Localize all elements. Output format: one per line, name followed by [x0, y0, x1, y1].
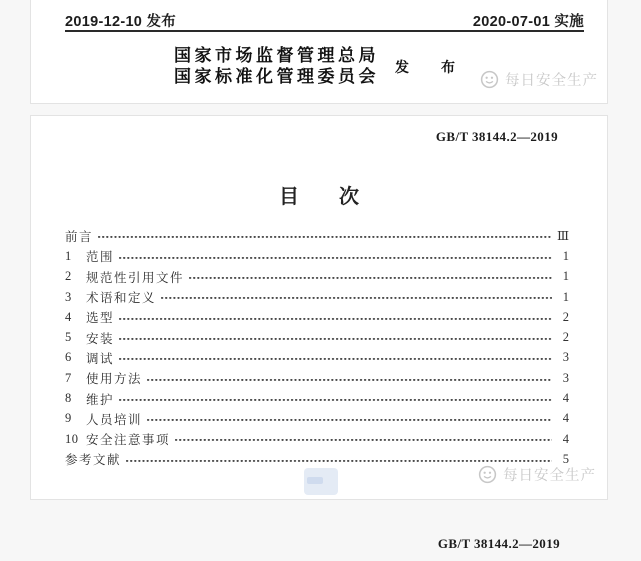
toc-entry-page: 5 [562, 451, 569, 466]
toc-entry-page: 4 [562, 391, 569, 406]
toc-entry-title: 术语和定义 [86, 291, 157, 306]
toc-entry-page: 2 [562, 330, 569, 345]
toc-dotted-leader [98, 236, 552, 238]
toc-entry-title: 使用方法 [86, 372, 143, 387]
toc-entry-number: 7 [65, 370, 72, 385]
publisher-line-2: 国家标准化管理委员会 [174, 66, 379, 86]
toc-entry-page: 2 [562, 309, 569, 324]
toc-entry-title: 人员培训 [86, 412, 143, 427]
publish-label: 发 布 [395, 60, 464, 76]
toc-dotted-leader [119, 338, 552, 340]
toc-entry-page: 4 [562, 431, 569, 446]
toc-dotted-leader [119, 399, 552, 401]
toc-dotted-leader [147, 419, 552, 421]
toc-entry [65, 409, 569, 429]
toc-entry [65, 226, 569, 246]
toc-dotted-leader [161, 297, 552, 299]
implement-date: 2020-07-01 实施 [472, 14, 584, 30]
watermark-text: 每日安全生产 [505, 73, 598, 89]
toc-entry-page: Ⅲ [556, 229, 569, 244]
toc-entry [65, 287, 569, 307]
toc-entry-number: 10 [65, 431, 79, 446]
publisher-names [174, 46, 379, 87]
toc-entry-title: 选型 [86, 311, 115, 326]
faded-stamp-mark [304, 468, 338, 495]
toc-entry-title: 前言 [65, 230, 94, 245]
toc-entry [65, 307, 569, 327]
header-card [30, 0, 608, 104]
toc-entry-title: 调试 [86, 351, 115, 366]
toc-entry-number: 1 [65, 248, 72, 263]
toc-dotted-leader [126, 460, 552, 462]
toc-entry [65, 348, 569, 368]
watermark-bottom [478, 464, 596, 485]
toc-dotted-leader [119, 257, 552, 259]
toc-entry-number: 8 [65, 391, 72, 406]
toc-entry-page: 1 [562, 269, 569, 284]
toc-entry [65, 429, 569, 449]
toc-entry [65, 388, 569, 408]
toc-dotted-leader [147, 379, 552, 381]
toc-dotted-leader [119, 358, 552, 360]
toc-entry [65, 327, 569, 347]
standard-number: GB/T 38144.2—2019 [435, 129, 558, 144]
toc-entry-number: 2 [65, 269, 72, 284]
toc-entry-title: 参考文献 [65, 453, 122, 468]
toc-entry-title: 规范性引用文件 [86, 270, 185, 285]
toc-card [30, 115, 608, 500]
toc-entry-number: 3 [65, 289, 72, 304]
toc-entry-number: 9 [65, 411, 72, 426]
dates-row [65, 10, 584, 31]
toc-entry-number: 4 [65, 309, 72, 324]
toc-entry-number: 6 [65, 350, 72, 365]
toc-entry [65, 368, 569, 388]
toc-entry-page: 3 [562, 370, 569, 385]
toc-entry-page: 3 [562, 350, 569, 365]
footer-standard-number: GB/T 38144.2—2019 [437, 536, 560, 551]
toc-entry [65, 267, 569, 287]
toc-dotted-leader [119, 318, 552, 320]
header-rule [65, 30, 584, 32]
toc-entry [65, 246, 569, 266]
toc-entry-title: 安装 [86, 331, 115, 346]
toc-entry-title: 范围 [86, 250, 115, 265]
mascot-logo-icon [480, 70, 499, 89]
toc-dotted-leader [189, 277, 552, 279]
watermark-text: 每日安全生产 [503, 468, 596, 484]
watermark-top [480, 69, 598, 90]
issue-date: 2019-12-10 发布 [65, 14, 177, 30]
toc-entry-title: 维护 [86, 392, 115, 407]
mascot-logo-icon [478, 465, 497, 484]
toc-entry-page: 1 [562, 248, 569, 263]
publisher-line-1: 国家市场监督管理总局 [174, 46, 379, 65]
toc-entry-number: 5 [65, 330, 72, 345]
toc-entry-page: 1 [562, 289, 569, 304]
toc-entry-page: 4 [562, 411, 569, 426]
toc-entry-title: 安全注意事项 [86, 433, 171, 448]
toc-title: 目 次 [279, 186, 359, 208]
toc-list [65, 226, 569, 470]
toc-dotted-leader [175, 439, 552, 441]
